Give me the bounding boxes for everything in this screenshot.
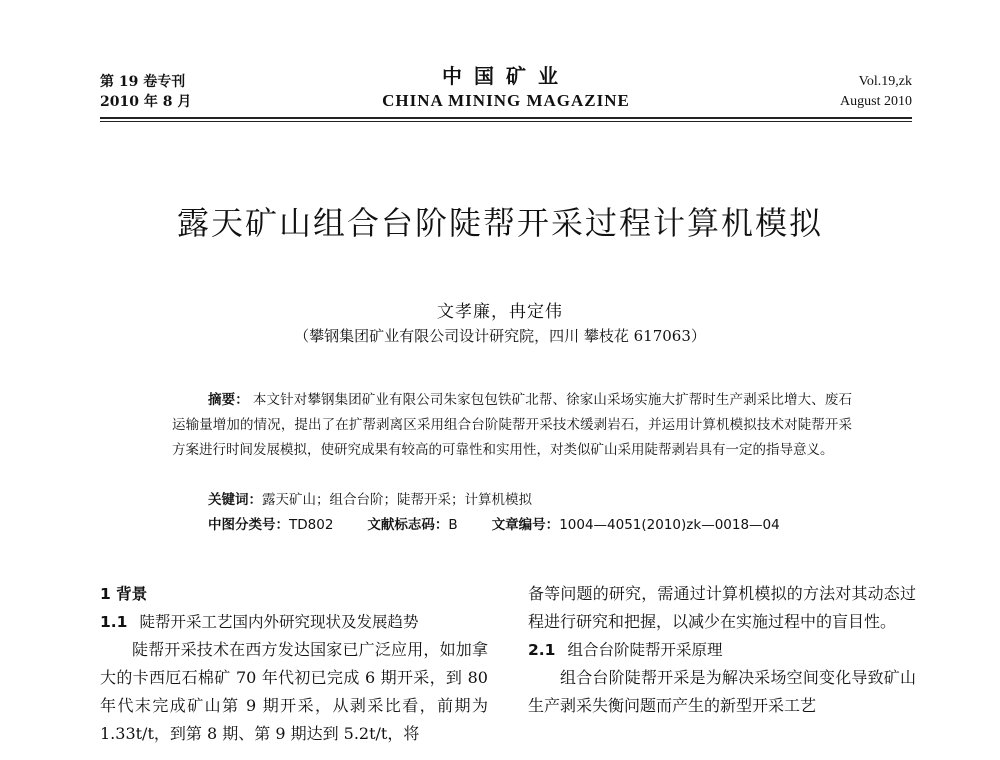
volume-en: Vol.19,zk [858, 74, 912, 89]
article-title: 露天矿山组合台阶陡帮开采过程计算机模拟 [176, 204, 823, 242]
header-rule-thin [100, 121, 912, 122]
abstract [172, 388, 852, 463]
clc-label: 中图分类号： [208, 517, 289, 533]
header-right [840, 72, 912, 112]
section-2-1-title: 组合台阶陡帮开采原理 [567, 641, 723, 659]
section-2-1-paragraph: 组合台阶陡帮开采是为解决采场空间变化导致矿山生产剥采失衡问题而产生的新型开采工艺 [528, 668, 916, 715]
section-1-heading: 1 背景 [100, 585, 148, 603]
page-header [100, 62, 912, 122]
doc-code-value: B [448, 517, 458, 533]
section-2-1-heading [528, 636, 916, 664]
volume-cn: 第 19 卷专刊 [100, 74, 186, 90]
article-no-label: 文章编号： [491, 517, 560, 533]
continued-paragraph: 备等问题的研究，需通过计算机模拟的方法对其动态过程进行研究和把握，以减少在实施过程中的盲目性。 [528, 584, 916, 631]
clc-value: TD802 [289, 517, 334, 533]
article-no-value: 1004—4051(2010)zk—0018—04 [559, 517, 780, 533]
keywords-label: 关键词： [208, 492, 262, 508]
section-1-1-paragraph: 陡帮开采技术在西方发达国家已广泛应用，如加拿大的卡西厄石棉矿 70 年代初已完成 6 期开采，到 80 年代末完成矿山第 9 期开采，从剥采比看，前期为 1.33t/t，到第 8 期、第 9 期达到 5.2t/t，将 [100, 640, 488, 743]
section-1-1-title: 陡帮开采工艺国内外研究现状及发展趋势 [139, 613, 419, 631]
date-en: August 2010 [840, 94, 912, 109]
body-column-left [100, 580, 488, 748]
abstract-label: 摘要： [208, 392, 249, 408]
author-affiliation: （攀钢集团矿业有限公司设计研究院，四川 攀枝花 617063） [294, 327, 706, 345]
section-1-1-number: 1.1 [100, 613, 128, 631]
header-rule-thick [100, 117, 912, 119]
body-column-right [528, 580, 916, 720]
section-2-1-number: 2.1 [528, 641, 556, 659]
classification-line [208, 513, 780, 533]
keywords-text: 露天矿山；组合台阶；陡帮开采；计算机模拟 [262, 492, 532, 508]
journal-name [100, 62, 912, 112]
abstract-text: 本文针对攀钢集团矿业有限公司朱家包包铁矿北帮、徐家山采场实施大扩帮时生产剥采比增大、废石运输量增加的情况，提出了在扩帮剥离区采用组合台阶陡帮开采技术缓剥岩石，并运用计算机模拟技术对陡帮开采方案进行时间发展模拟，使研究成果有较高的可靠性和实用性，对类似矿山采用陡帮剥岩具有一定的指导意义。 [172, 392, 852, 458]
journal-name-en: CHINA MINING MAGAZINE [382, 91, 630, 110]
date-cn: 2010 年 8 月 [100, 94, 192, 110]
journal-name-cn: 中国矿业 [442, 64, 570, 88]
keywords-line [208, 488, 532, 508]
doc-code-label: 文献标志码： [367, 517, 449, 533]
section-1-1-heading [100, 608, 488, 636]
article-authors: 文孝廉，冉定伟 [437, 302, 563, 322]
